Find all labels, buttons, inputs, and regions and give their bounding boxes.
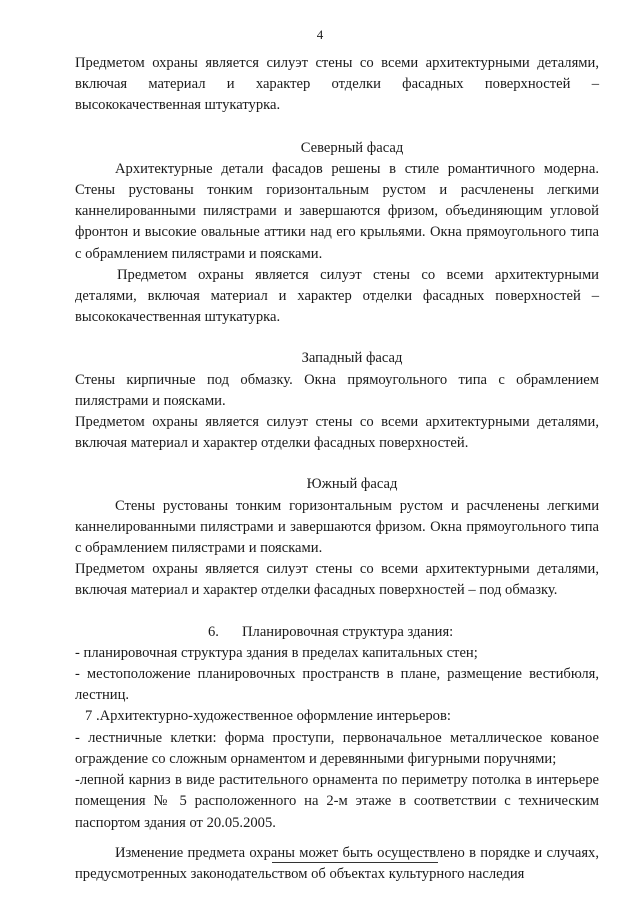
south-facade-description: Стены рустованы тонким горизонтальным рустом и расчленены легкими каннелированными пилястрами и завершаются фризом. Окна прямоугольного типа с обрамлением пилястрами и поясками. (75, 497, 599, 557)
document-body (75, 53, 599, 885)
section-6-item: - местоположение планировочных пространств в плане, размещение вестибюля, лестниц. (75, 666, 599, 704)
north-facade-description: Архитектурные детали фасадов решены в стиле романтичного модерна. Стены рустованы тонким горизонтальным рустом и расчленены легкими каннелированными пилястрами и завершаются фризом, объединяющим угловой фронтон и высокие овальные аттики над его крыльями. Окна прямоугольного типа с обрамлением пилястрами и поясками. (75, 160, 599, 262)
west-facade-protection: Предметом охраны является силуэт стены со всеми архитектурными деталями, включая материал и характер отделки фасадных поверхностей. (75, 414, 599, 452)
closing-paragraph: Изменение предмета охраны может быть осуществлено в порядке и случаях, предусмотренных законодательством об объектах культурного наследия (75, 844, 599, 882)
section-6-title-text: Планировочная структура здания: (242, 623, 454, 640)
section-6-title (75, 622, 599, 643)
section-6-number: 6. (208, 623, 219, 640)
section-7-item: -лепной карниз в виде растительного орнамента по периметру потолка в интерьере помещения № 5 расположенного на 2-м этаже в соответствии с техническим паспортом здания от 20.05.2005. (75, 772, 599, 831)
intro-paragraph: Предметом охраны является силуэт стены со всеми архитектурными деталями, включая материал и характер отделки фасадных поверхностей – высококачественная штукатурка. (75, 55, 599, 114)
signature-line (272, 862, 438, 863)
page-number: 4 (316, 27, 324, 42)
heading-south-facade: Южный фасад (306, 476, 398, 493)
heading-west-facade: Западный фасад (301, 350, 403, 367)
section-6-item: - планировочная структура здания в пределах капитальных стен; (75, 644, 478, 661)
section-7-item: - лестничные клетки: форма проступи, первоначальное металлическое кованое ограждение со сложным орнаментом и деревянными фигурными поручнями; (75, 729, 599, 767)
west-facade-description: Стены кирпичные под обмазку. Окна прямоугольного типа с обрамлением пилястрами и поясками. (75, 371, 599, 409)
section-7-title: 7 .Архитектурно-художественное оформление интерьеров: (85, 708, 451, 725)
south-facade-protection: Предметом охраны является силуэт стены со всеми архитектурными деталями, включая материал и характер отделки фасадных поверхностей – под обмазку. (75, 561, 599, 599)
north-facade-protection: Предметом охраны является силуэт стены со всеми архитектурными деталями, включая материал и характер отделки фасадных поверхностей – высококачественная штукатурка. (75, 266, 599, 326)
heading-north-facade: Северный фасад (300, 139, 404, 156)
